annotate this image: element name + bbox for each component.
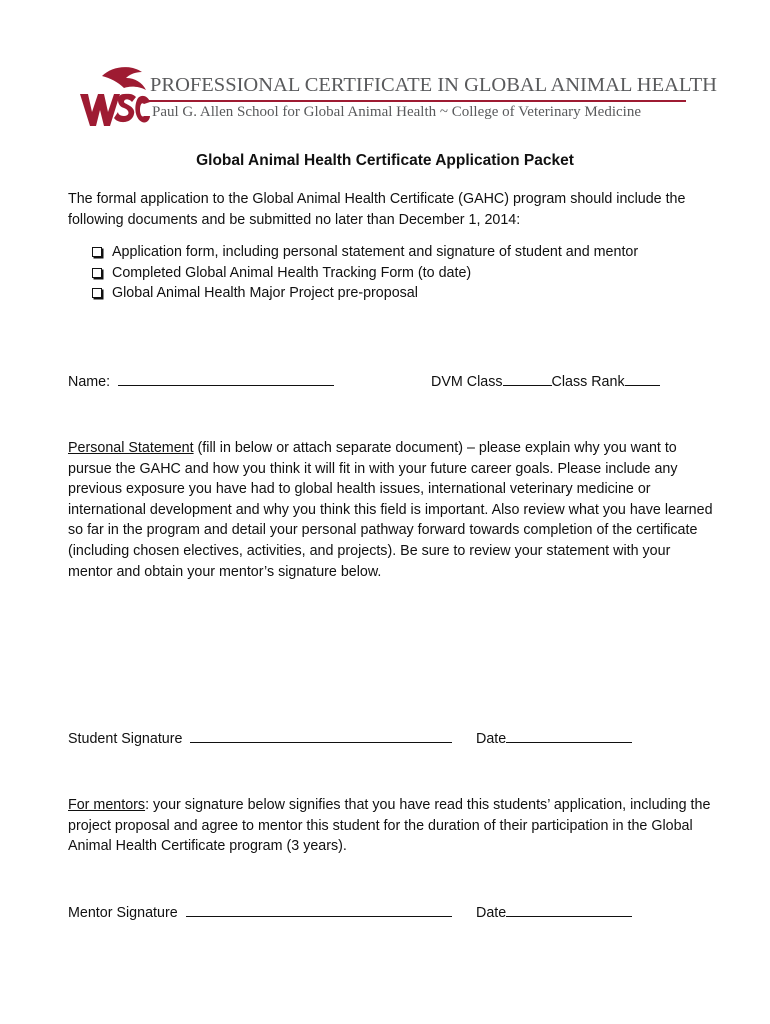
dvm-class-field[interactable] — [503, 372, 552, 386]
document-checklist — [92, 242, 638, 304]
class-rank-field[interactable] — [625, 372, 660, 386]
mentor-date-field[interactable] — [506, 903, 632, 917]
checklist-item: Application form, including personal statement and signature of student and mentor — [92, 242, 638, 263]
student-date-field[interactable] — [506, 729, 632, 743]
mentor-date-row — [476, 903, 632, 921]
checkbox-icon[interactable] — [92, 288, 102, 298]
class-row — [431, 372, 660, 390]
mentor-signature-label: Mentor Signature — [68, 905, 178, 921]
class-rank-label: Class Rank — [551, 374, 625, 390]
date-label: Date — [476, 905, 507, 921]
header-title: PROFESSIONAL CERTIFICATE IN GLOBAL ANIMAL HEALTH — [150, 74, 717, 96]
mentor-statement-body: : your signature below signifies that you have read this students’ application, including the project proposal and agree to mentor this student for the duration of their participation in the Global Animal Health Certificate program (3 years). — [68, 797, 711, 855]
wsu-cougar-logo-icon — [72, 64, 152, 134]
mentor-statement — [68, 795, 713, 857]
student-signature-label: Student Signature — [68, 731, 183, 747]
checkbox-icon[interactable] — [92, 268, 102, 278]
personal-statement-heading: Personal Statement — [68, 440, 194, 456]
name-label: Name: — [68, 374, 111, 390]
checkbox-icon[interactable] — [92, 247, 102, 257]
checklist-item: Completed Global Animal Health Tracking Form (to date) — [92, 263, 638, 284]
date-label: Date — [476, 731, 507, 747]
checklist-item: Global Animal Health Major Project pre-proposal — [92, 283, 638, 304]
dvm-class-label: DVM Class — [431, 374, 503, 390]
intro-paragraph: The formal application to the Global Animal Health Certificate (GAHC) program should include the following documents and be submitted no later than December 1, 2014: — [68, 191, 686, 228]
header-subtitle: Paul G. Allen School for Global Animal Health ~ College of Veterinary Medicine — [152, 104, 641, 120]
name-field[interactable] — [118, 372, 334, 386]
mentor-signature-row — [68, 903, 452, 921]
name-row — [68, 372, 334, 390]
student-date-row — [476, 729, 632, 747]
student-signature-row — [68, 729, 452, 747]
student-signature-field[interactable] — [190, 729, 452, 743]
document-title: Global Animal Health Certificate Application Packet — [196, 152, 574, 169]
mentor-statement-heading: For mentors — [68, 797, 146, 813]
personal-statement — [68, 438, 713, 582]
personal-statement-body: (fill in below or attach separate document) – please explain why you want to pursue the GAHC and how you think it will fit in with your future career goals. Please include any previous exposure you have had to global health issues, international veterinary medicine or international development and why you think this field is important. Also review what you have learned so far in the program and detail your personal pathway forward towards completion of the certificate (including chosen electives, activities, and projects). Be sure to review your statement with your mentor and obtain your mentor’s signature below. — [68, 440, 713, 580]
header-divider — [146, 100, 686, 102]
mentor-signature-field[interactable] — [186, 903, 452, 917]
